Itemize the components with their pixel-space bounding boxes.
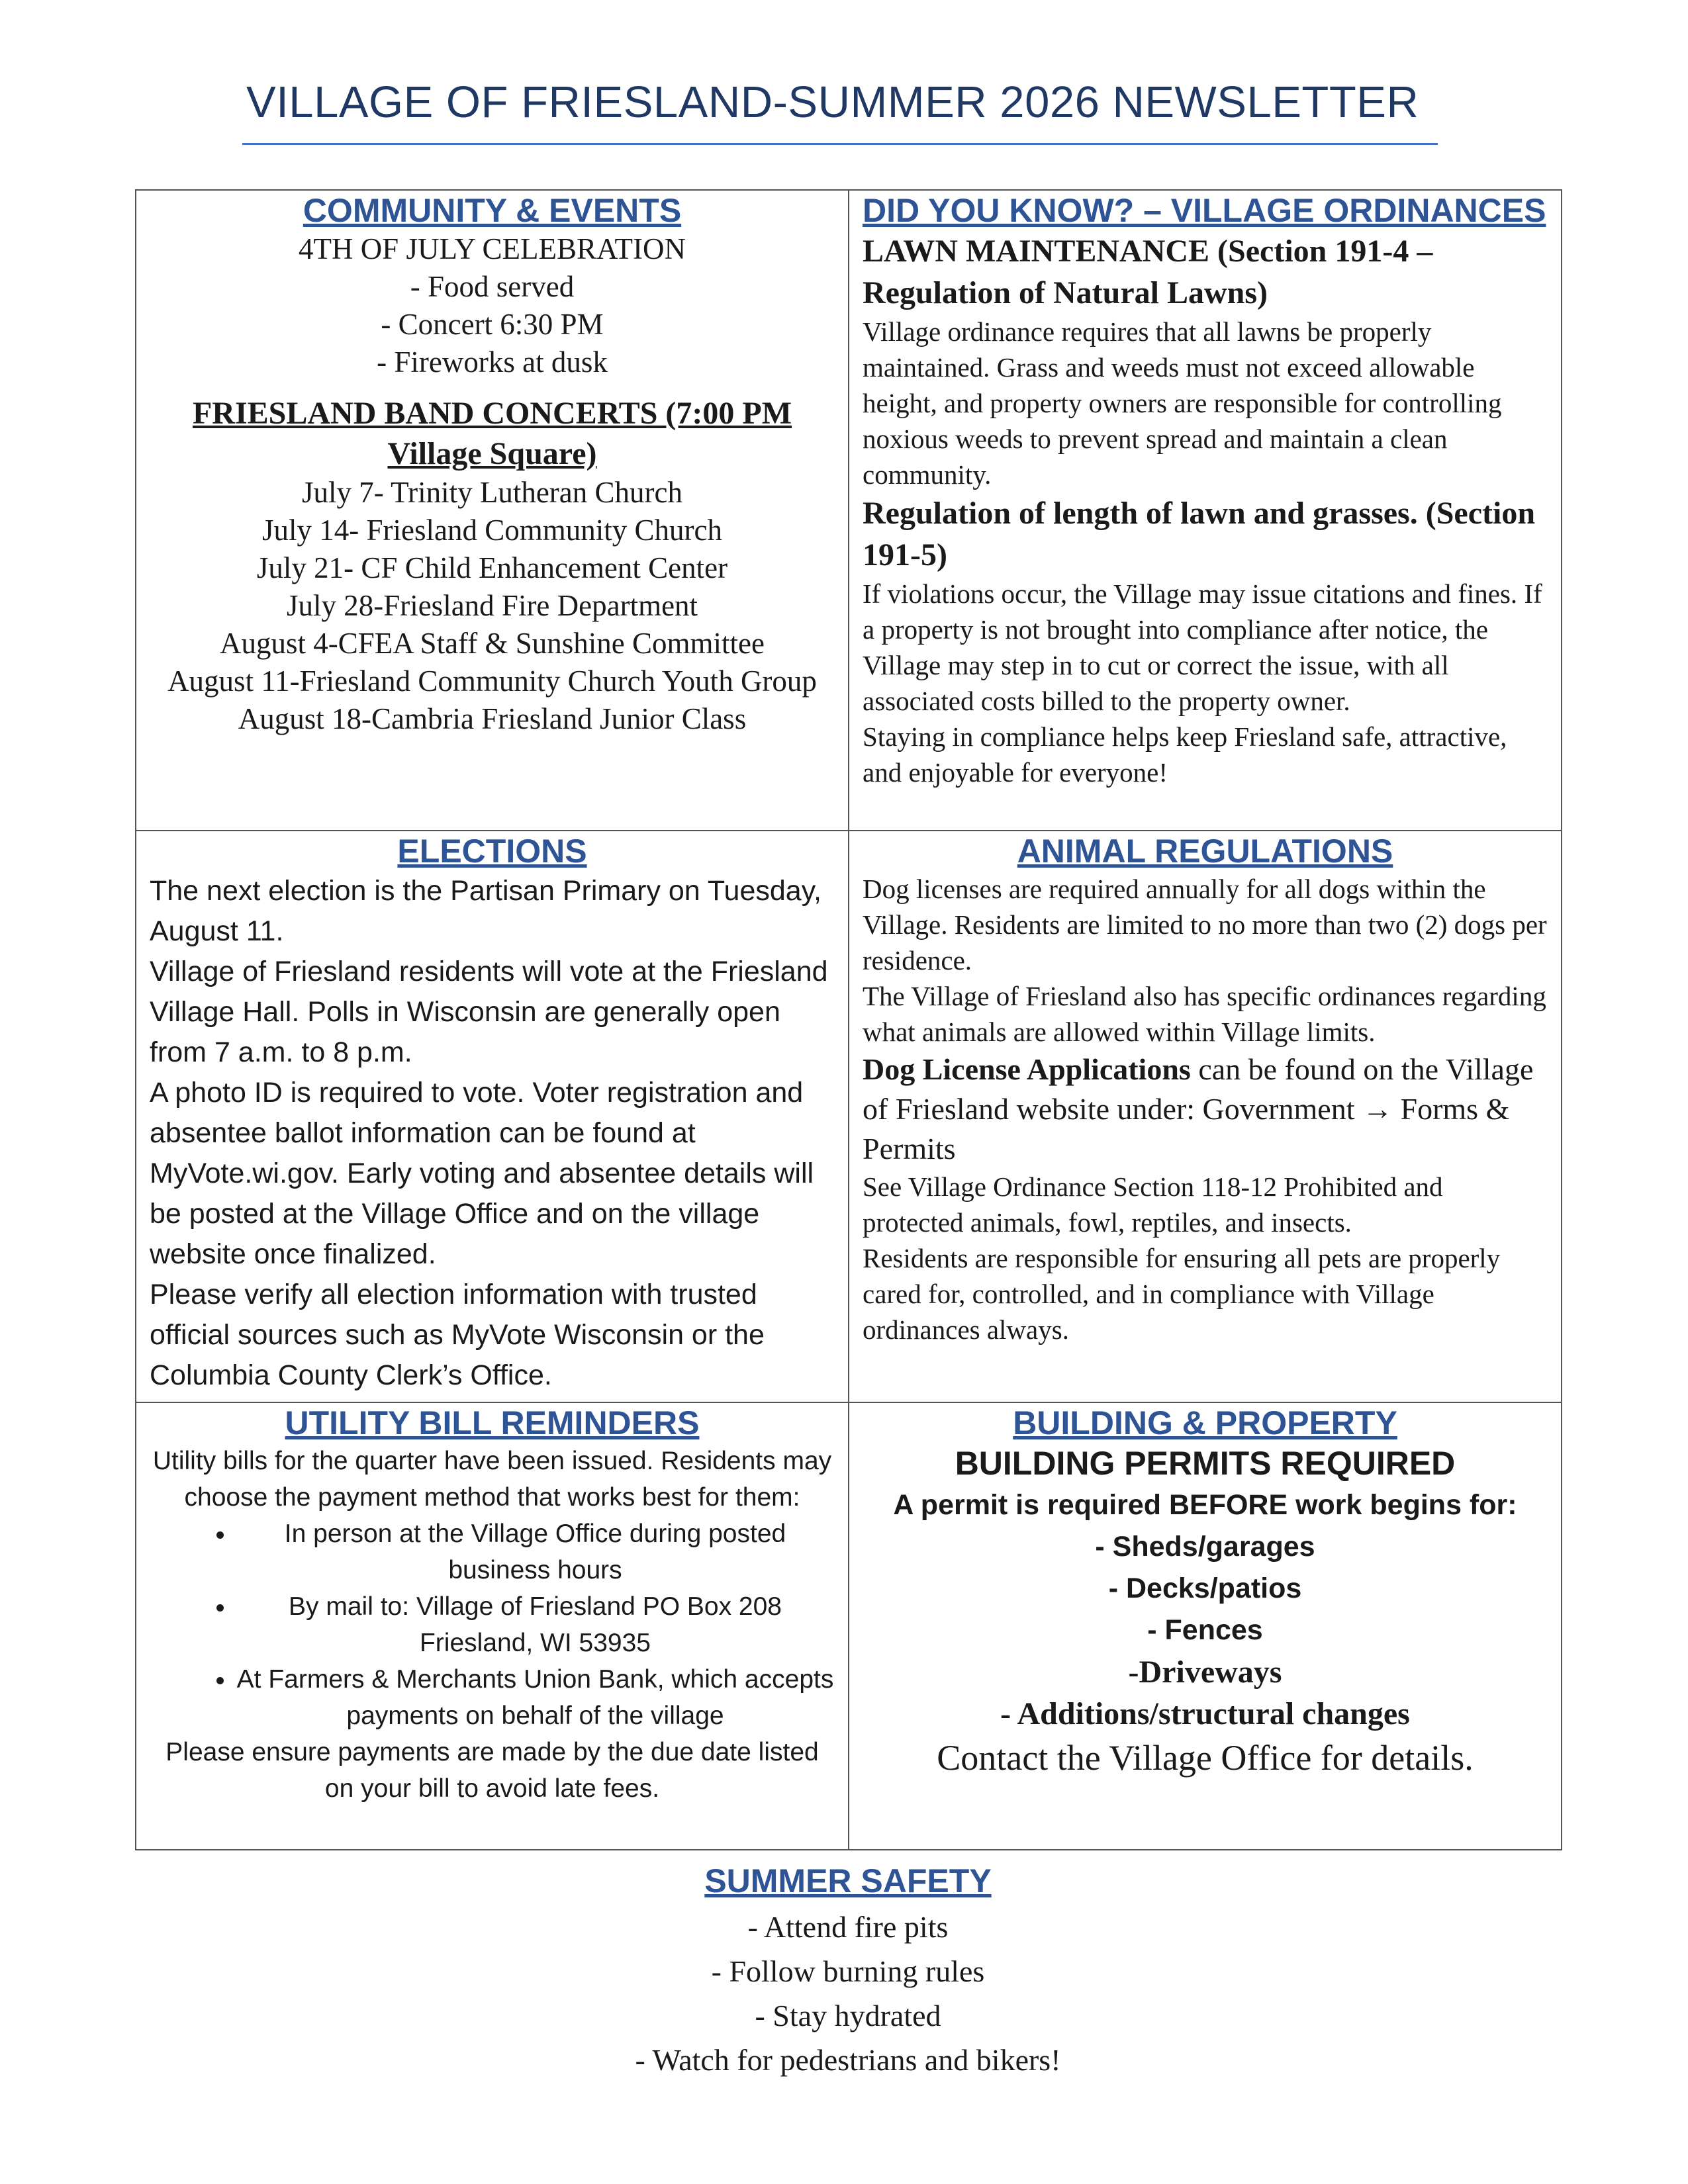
lawn-length-title: Regulation of length of lawn and grasses. (Section 191-5) [863, 496, 1536, 572]
permit-item: - Additions/structural changes [1000, 1696, 1410, 1731]
compliance-closing-text: Staying in compliance helps keep Friesland safe, attractive, and enjoyable for everyone! [863, 721, 1507, 788]
section-heading-building: BUILDING & PROPERTY [1013, 1404, 1397, 1441]
grid-row-2 [136, 831, 1562, 1402]
election-paragraph: A photo ID is required to vote. Voter registration and absentee ballot information can be found at MyVote.wi.gov. Early voting and absentee details will be posted at the Village Office and on the village website once finalized. [150, 1077, 814, 1270]
grid-row-3 [136, 1402, 1562, 1850]
band-concerts-title: FRIESLAND BAND CONCERTS (7:00 PM Village Square) [192, 396, 792, 471]
safety-item: - Attend fire pits [747, 1910, 949, 1944]
contact-office-line: Contact the Village Office for details. [937, 1738, 1474, 1778]
section-heading-safety: SUMMER SAFETY [704, 1862, 992, 1899]
payment-method-item: • In person at the Village Office during posted business hours [236, 1516, 835, 1588]
violations-text: If violations occur, the Village may issue citations and fines. If a property is not brought into compliance after notice, the Village may step in to cut or correct the issue, with all associated costs billed to the property owner. [863, 578, 1542, 716]
lawn-maintenance-title: LAWN MAINTENANCE (Section 191-4 – Regulation of Natural Lawns) [863, 234, 1433, 310]
dog-license-bold: Dog License Applications [863, 1052, 1191, 1086]
section-heading-ordinances: DID YOU KNOW? – VILLAGE ORDINANCES [863, 192, 1546, 229]
section-heading-utility: UTILITY BILL REMINDERS [285, 1404, 700, 1441]
dog-license-rest: can be found on the Village of Friesland website under: Government → Forms & Permits [863, 1052, 1534, 1165]
july4-item: - Fireworks at dusk [377, 345, 608, 379]
animal-paragraph: Dog licenses are required annually for all dogs within the Village. Residents are limited to no more than two (2) dogs per residence. [863, 874, 1547, 976]
lawn-maintenance-text: Village ordinance requires that all lawns be properly maintained. Grass and weeds must not exceed allowable height, and property owners are responsible for controlling noxious weeds to prevent spread and maintain a clean community. [863, 316, 1502, 490]
concert-item: August 18-Cambria Friesland Junior Class [238, 702, 747, 735]
concert-item: July 7- Trinity Lutheran Church [302, 476, 682, 509]
utility-intro: Utility bills for the quarter have been issued. Residents may choose the payment method that works best for them: [152, 1447, 832, 1512]
permit-item: - Decks/patios [1108, 1572, 1302, 1604]
newsletter-title: VILLAGE OF FRIESLAND-SUMMER 2026 NEWSLETTER [246, 77, 1419, 127]
permit-item: -Driveways [1128, 1655, 1282, 1690]
grid-row-1 [136, 190, 1562, 831]
utility-bill-section [136, 1402, 849, 1850]
dog-license-paragraph [863, 1050, 1548, 1169]
utility-outro: Please ensure payments are made by the due date listed on your bill to avoid late fees. [165, 1738, 819, 1803]
safety-item: - Stay hydrated [755, 1999, 941, 2032]
permit-required-line: A permit is required BEFORE work begins for: [893, 1489, 1517, 1521]
election-paragraph: Please verify all election information with trusted official sources such as MyVote Wisconsin or the Columbia County Clerk’s Office. [150, 1279, 765, 1391]
july4-item: - Food served [410, 270, 575, 303]
animal-paragraph: See Village Ordinance Section 118-12 Prohibited and protected animals, fowl, reptiles, and insects. [863, 1171, 1443, 1238]
july4-item: - Concert 6:30 PM [381, 308, 604, 341]
election-paragraph: Village of Friesland residents will vote at the Friesland Village Hall. Polls in Wisconsin are generally open from 7 a.m. to 8 p.m. [150, 956, 828, 1068]
title-underline [242, 143, 1438, 145]
concert-item: August 4-CFEA Staff & Sunshine Committee [220, 627, 765, 660]
section-heading-community: COMMUNITY & EVENTS [303, 192, 682, 229]
community-events-section [136, 190, 849, 831]
section-heading-animals: ANIMAL REGULATIONS [1017, 833, 1393, 870]
concert-item: July 28-Friesland Fire Department [286, 589, 698, 622]
concert-item: July 14- Friesland Community Church [262, 514, 722, 547]
payment-method-item: • By mail to: Village of Friesland PO Box 208 Friesland, WI 53935 [236, 1588, 835, 1661]
ordinances-section [849, 190, 1562, 831]
payment-methods-list [150, 1516, 835, 1734]
election-paragraph: The next election is the Partisan Primary on Tuesday, August 11. [150, 875, 821, 947]
elections-section [136, 831, 849, 1402]
safety-item: - Watch for pedestrians and bikers! [635, 2043, 1061, 2077]
summer-safety-section [135, 1861, 1561, 2082]
safety-item: - Follow burning rules [711, 1954, 985, 1988]
permit-item: - Fences [1147, 1614, 1263, 1646]
section-heading-elections: ELECTIONS [397, 833, 587, 870]
animal-paragraph: The Village of Friesland also has specific ordinances regarding what animals are allowed within Village limits. [863, 981, 1546, 1047]
building-property-section [849, 1402, 1562, 1850]
animal-paragraph: Residents are responsible for ensuring all pets are properly cared for, controlled, and in compliance with Village ordinances always. [863, 1243, 1501, 1345]
concert-item: July 21- CF Child Enhancement Center [256, 551, 728, 584]
july4-title: 4TH OF JULY CELEBRATION [298, 232, 686, 265]
permit-item: - Sheds/garages [1095, 1531, 1315, 1563]
payment-method-item: • At Farmers & Merchants Union Bank, which accepts payments on behalf of the village [236, 1661, 835, 1734]
animal-regulations-section [849, 831, 1562, 1402]
building-permits-heading: BUILDING PERMITS REQUIRED [955, 1445, 1456, 1482]
newsletter-grid [135, 189, 1562, 1850]
concert-item: August 11-Friesland Community Church Youth Group [167, 664, 817, 698]
